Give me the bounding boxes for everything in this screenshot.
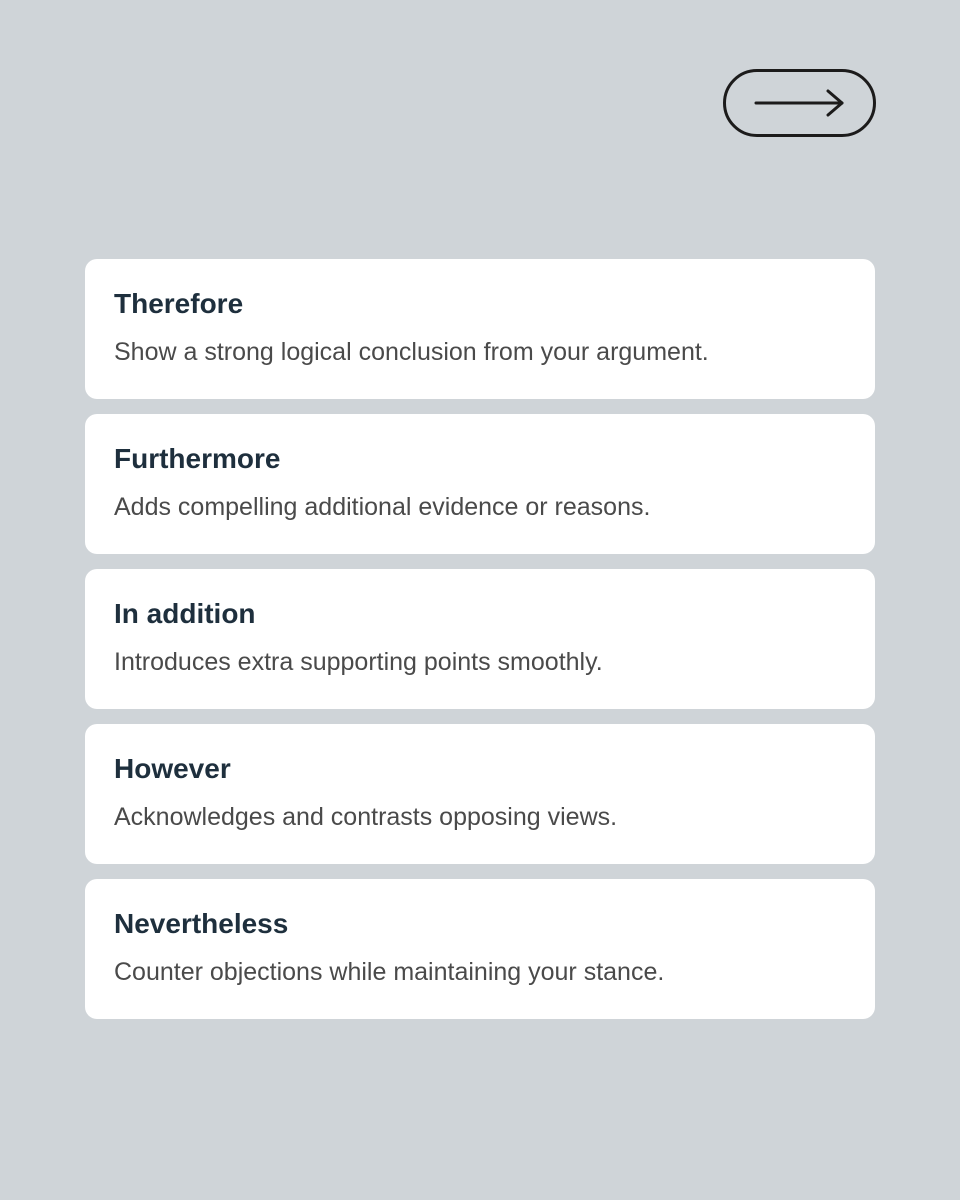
- transition-word-list: [85, 259, 875, 1019]
- card-nevertheless: [85, 879, 875, 1019]
- card-description: Acknowledges and contrasts opposing views.: [114, 803, 618, 831]
- next-button[interactable]: [723, 69, 876, 137]
- card-description: Introduces extra supporting points smoothly.: [114, 648, 603, 676]
- card-title: Nevertheless: [114, 908, 289, 939]
- card-description: Show a strong logical conclusion from your argument.: [114, 338, 709, 366]
- card-title: Therefore: [114, 288, 244, 319]
- card-description: Counter objections while maintaining your stance.: [114, 958, 665, 986]
- card-title: However: [114, 753, 231, 784]
- card-however: [85, 724, 875, 864]
- card-in-addition: [85, 569, 875, 709]
- card-title: In addition: [114, 598, 256, 629]
- card-title: Furthermore: [114, 443, 281, 474]
- arrow-right-icon: [752, 88, 848, 118]
- card-description: Adds compelling additional evidence or reasons.: [114, 493, 651, 521]
- card-furthermore: [85, 414, 875, 554]
- card-therefore: [85, 259, 875, 399]
